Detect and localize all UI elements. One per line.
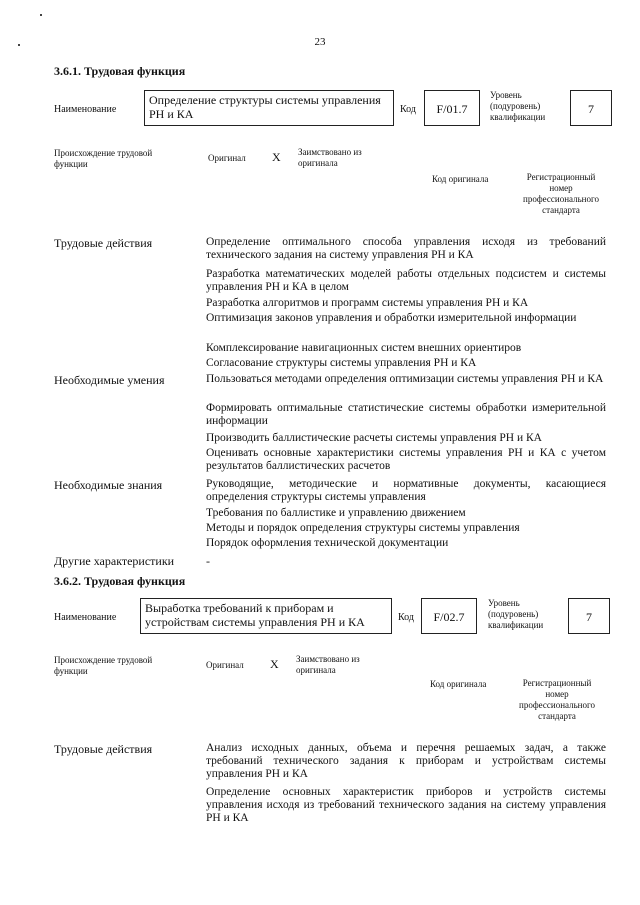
section-title: 3.6.2. Трудовая функция xyxy=(54,574,186,588)
code-label: Код xyxy=(398,612,414,623)
origin-label: Происхождение трудовой функции xyxy=(54,148,153,169)
labor-action-item: Комплексирование навигационных систем внешних ориентиров xyxy=(206,342,522,354)
labor-actions-label: Трудовые действия xyxy=(54,742,153,756)
borrowed-label: Заимствовано из оригинала xyxy=(298,147,362,168)
original-mark: X xyxy=(272,150,281,164)
code-label: Код xyxy=(400,104,416,115)
labor-action-item: Разработка алгоритмов и программ системы управления РН и КА xyxy=(206,297,529,309)
level-label: Уровень (подуровень) квалификации xyxy=(490,90,546,122)
borrowed-label: Заимствовано из оригинала xyxy=(296,654,360,675)
skill-item: Оценивать основные характеристики системы управления РН и КА с учетом результатов баллистических расчетов xyxy=(206,447,606,472)
labor-action-item: Определение оптимального способа управления исходя из требований технического задания на систему управления РН и КА xyxy=(206,236,606,261)
level-label: Уровень (подуровень) квалификации xyxy=(488,598,544,630)
labor-action-item: Определение основных характеристик приборов и устройств системы управления исходя из требований технического задания на систему управления РН и КА xyxy=(206,786,606,824)
labor-action-item: Анализ исходных данных, объема и перечня решаемых задач, а также требований технического задания к приборам и устройствам системы управления РН и КА xyxy=(206,742,606,780)
knowledge-item: Руководящие, методические и нормативные документы, касающиеся определения структуры системы управления xyxy=(206,478,606,503)
other-characteristics-value: - xyxy=(206,554,210,568)
skill-item: Производить баллистические расчеты системы управления РН и КА xyxy=(206,432,542,444)
knowledge-item: Методы и порядок определения структуры системы управления xyxy=(206,522,520,534)
labor-action-item: Согласование структуры системы управления РН и КА xyxy=(206,357,477,369)
registration-number-label: Регистрационный номер профессионального стандарта xyxy=(519,678,595,721)
section-title: 3.6.1. Трудовая функция xyxy=(54,64,186,78)
level-box: 7 xyxy=(570,90,612,126)
name-label: Наименование xyxy=(54,104,117,115)
labor-actions-label: Трудовые действия xyxy=(54,236,153,250)
function-name-box: Выработка требований к приборам и устройствам системы управления РН и КА xyxy=(140,598,392,634)
labor-action-item: Разработка математических моделей работы отдельных подсистем и системы управления РН и КА в целом xyxy=(206,268,606,293)
function-name-box: Определение структуры системы управления РН и КА xyxy=(144,90,394,126)
other-characteristics-label: Другие характеристики xyxy=(54,554,175,568)
level-box: 7 xyxy=(568,598,610,634)
scan-speck xyxy=(40,14,42,16)
page-number: 23 xyxy=(314,36,326,48)
knowledge-item: Порядок оформления технической документации xyxy=(206,537,449,549)
origin-label: Происхождение трудовой функции xyxy=(54,655,153,676)
skills-label: Необходимые умения xyxy=(54,373,165,387)
original-label: Оригинал xyxy=(206,660,244,670)
original-mark: X xyxy=(270,657,279,671)
skill-item: Пользоваться методами определения оптимизации системы управления РН и КА xyxy=(206,373,604,385)
labor-action-item: Оптимизация законов управления и обработки измерительной информации xyxy=(206,312,577,324)
knowledge-label: Необходимые знания xyxy=(54,478,163,492)
knowledge-item: Требования по баллистике и управлению движением xyxy=(206,507,466,519)
name-label: Наименование xyxy=(54,612,117,623)
original-code-label: Код оригинала xyxy=(432,174,489,184)
function-code-box: F/01.7 xyxy=(424,90,480,126)
function-code-box: F/02.7 xyxy=(421,598,477,634)
registration-number-label: Регистрационный номер профессионального стандарта xyxy=(523,172,599,215)
skill-item: Формировать оптимальные статистические системы обработки измерительной информации xyxy=(206,402,606,427)
original-label: Оригинал xyxy=(208,153,246,163)
original-code-label: Код оригинала xyxy=(430,679,487,689)
